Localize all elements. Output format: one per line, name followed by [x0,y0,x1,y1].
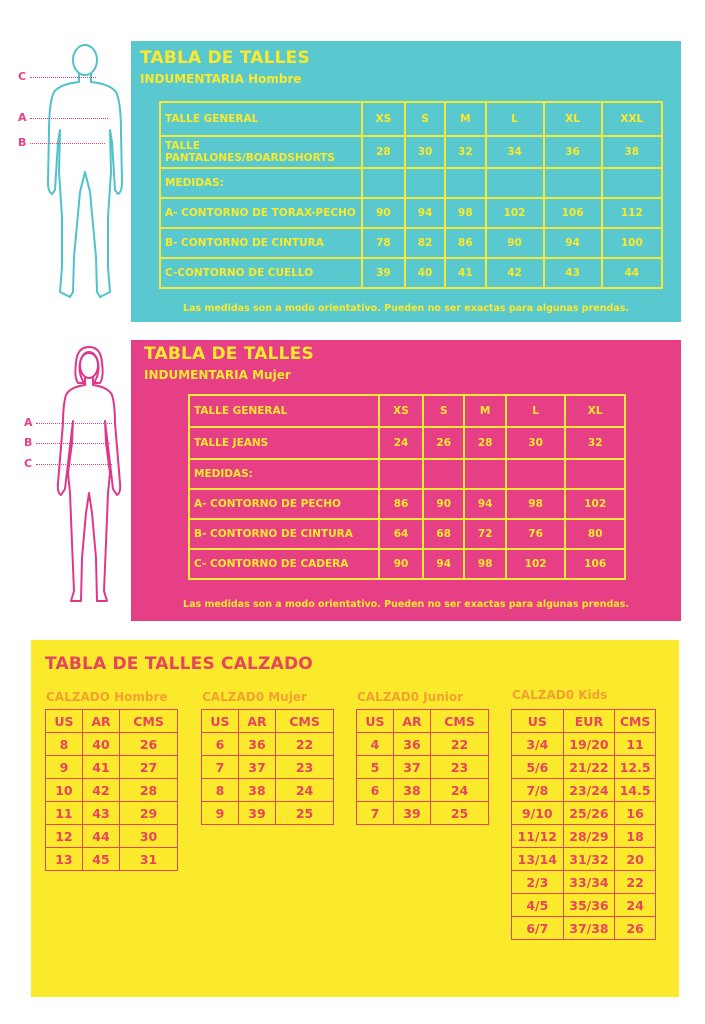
table-cell: 30 [120,825,178,848]
table-cell: US [202,710,239,733]
table-cell: 36 [544,136,602,168]
male-figure-icon [40,42,130,312]
table-cell: 82 [405,228,445,258]
table-cell: 90 [486,228,544,258]
shoe-kids-title: CALZAD0 Kids [512,688,608,702]
table-cell: CMS [615,710,656,733]
table-header-row [202,710,334,733]
table-cell: 40 [82,733,119,756]
table-cell: 18 [615,825,656,848]
row-label: MEDIDAS: [189,459,379,489]
table-cell [464,459,505,489]
table-cell: 106 [544,198,602,228]
table-cell: XL [565,395,625,427]
table-row [512,917,656,940]
table-cell: 90 [362,198,405,228]
table-row [202,802,334,825]
women-subtitle: INDUMENTARIA Mujer [144,368,291,382]
table-cell: 98 [445,198,485,228]
table-row [512,779,656,802]
table-cell: 12 [46,825,83,848]
row-label: C- CONTORNO DE CADERA [189,549,379,579]
row-label: B- CONTORNO DE CINTURA [160,228,362,258]
table-cell: 100 [602,228,662,258]
table-row [202,756,334,779]
table-cell: 31/32 [563,848,615,871]
table-cell: 102 [565,489,625,519]
table-header-row [189,395,625,427]
table-cell: 94 [423,549,464,579]
table-row [160,228,662,258]
table-cell: US [512,710,564,733]
shoe-junior-table [356,709,489,825]
table-header-row [512,710,656,733]
table-cell: 9/10 [512,802,564,825]
shoe-junior-title: CALZAD0 Junior [357,690,464,704]
men-subtitle: INDUMENTARIA Hombre [140,72,302,86]
table-cell: 31 [120,848,178,871]
table-cell: 4 [357,733,394,756]
table-cell: 13/14 [512,848,564,871]
table-cell: 22 [431,733,489,756]
table-cell [544,168,602,198]
table-row [202,733,334,756]
table-cell: 41 [445,258,485,288]
table-cell: 39 [393,802,430,825]
table-cell: 37/38 [563,917,615,940]
table-cell [565,459,625,489]
table-cell: 37 [393,756,430,779]
table-cell: 42 [486,258,544,288]
table-cell: 86 [445,228,485,258]
table-cell: 10 [46,779,83,802]
table-cell: US [357,710,394,733]
table-cell: 24 [431,779,489,802]
table-cell: AR [393,710,430,733]
women-marker-a: A [24,416,33,429]
table-cell: 98 [506,489,566,519]
table-cell: 4/5 [512,894,564,917]
row-label: TALLE GENERAL [160,102,362,136]
table-cell: 45 [82,848,119,871]
table-header-row [160,102,662,136]
table-cell: 7 [202,756,239,779]
table-cell: 24 [276,779,334,802]
table-cell: 3/4 [512,733,564,756]
table-row [160,136,662,168]
women-marker-c-line [36,464,112,465]
table-row [46,825,178,848]
table-cell: 68 [423,519,464,549]
row-label: B- CONTORNO DE CINTURA [189,519,379,549]
table-row [357,756,489,779]
table-cell: 112 [602,198,662,228]
table-cell: 11 [615,733,656,756]
table-cell [362,168,405,198]
table-cell: CMS [431,710,489,733]
table-row [512,894,656,917]
table-cell: 38 [602,136,662,168]
table-cell: 7 [357,802,394,825]
table-cell: 94 [544,228,602,258]
table-cell: 24 [615,894,656,917]
table-cell [423,459,464,489]
row-label: TALLE JEANS [189,427,379,459]
table-cell: 42 [82,779,119,802]
table-cell: 44 [602,258,662,288]
table-row [512,802,656,825]
table-cell: 2/3 [512,871,564,894]
table-cell: CMS [120,710,178,733]
table-cell: 24 [379,427,423,459]
table-cell: 28 [362,136,405,168]
table-cell: 9 [202,802,239,825]
table-cell: 36 [238,733,275,756]
men-marker-a-line [30,118,108,119]
table-row [46,802,178,825]
table-cell: L [506,395,566,427]
men-marker-c-line [30,77,96,78]
table-cell: 13 [46,848,83,871]
women-marker-a-line [36,423,112,424]
table-cell: 78 [362,228,405,258]
shoe-kids-table [511,709,656,940]
women-marker-b: B [24,436,33,449]
table-cell: XXL [602,102,662,136]
table-cell: 11/12 [512,825,564,848]
table-row [189,459,625,489]
table-cell: 16 [615,802,656,825]
table-cell: 9 [46,756,83,779]
table-cell: 8 [202,779,239,802]
table-row [512,848,656,871]
shoe-women-title: CALZAD0 Mujer [202,690,307,704]
table-cell: 14.5 [615,779,656,802]
row-label: TALLE PANTALONES/BOARDSHORTS [160,136,362,168]
table-cell: 23 [276,756,334,779]
female-figure-icon [44,343,134,611]
row-label: A- CONTORNO DE TORAX-PECHO [160,198,362,228]
table-row [357,733,489,756]
table-cell: 21/22 [563,756,615,779]
table-cell: 20 [615,848,656,871]
table-cell: 23/24 [563,779,615,802]
table-cell: 102 [486,198,544,228]
table-cell: AR [238,710,275,733]
table-cell: 41 [82,756,119,779]
table-cell: 30 [506,427,566,459]
row-label: A- CONTORNO DE PECHO [189,489,379,519]
table-row [189,489,625,519]
men-title: TABLA DE TALLES [140,48,310,68]
table-cell: 19/20 [563,733,615,756]
table-cell: 26 [120,733,178,756]
row-label: MEDIDAS: [160,168,362,198]
table-cell: 27 [120,756,178,779]
table-row [46,733,178,756]
table-cell: 38 [238,779,275,802]
shoe-women-table [201,709,334,825]
men-note: Las medidas son a modo orientativo. Pueden no ser exactas para algunas prendas. [183,303,629,314]
row-label: C-CONTORNO DE CUELLO [160,258,362,288]
table-cell: 28/29 [563,825,615,848]
table-cell: 32 [565,427,625,459]
table-row [512,756,656,779]
table-cell: S [405,102,445,136]
row-label: TALLE GENERAL [189,395,379,427]
table-cell [379,459,423,489]
table-cell: 90 [379,549,423,579]
table-row [512,733,656,756]
table-cell: 30 [405,136,445,168]
table-cell: 25 [276,802,334,825]
table-cell: 29 [120,802,178,825]
table-row [202,779,334,802]
table-cell: XS [362,102,405,136]
table-cell: 86 [379,489,423,519]
table-row [46,848,178,871]
table-row [160,258,662,288]
men-marker-b-line [30,143,105,144]
table-cell: 72 [464,519,505,549]
table-cell: 44 [82,825,119,848]
table-cell: 80 [565,519,625,549]
shoe-title: TABLA DE TALLES CALZADO [45,654,313,674]
table-cell: 33/34 [563,871,615,894]
men-marker-c: C [18,70,27,83]
men-size-table [159,101,663,289]
table-cell: M [464,395,505,427]
table-cell: 28 [464,427,505,459]
table-cell: 102 [506,549,566,579]
table-cell [602,168,662,198]
table-cell: 25/26 [563,802,615,825]
table-cell [445,168,485,198]
table-cell: 39 [362,258,405,288]
table-cell: 94 [405,198,445,228]
table-cell: XL [544,102,602,136]
table-cell: 76 [506,519,566,549]
table-cell [486,168,544,198]
table-row [189,549,625,579]
table-cell: 5/6 [512,756,564,779]
table-cell [405,168,445,198]
table-cell: 8 [46,733,83,756]
table-header-row [46,710,178,733]
table-cell: S [423,395,464,427]
table-cell: 32 [445,136,485,168]
table-cell: 22 [615,871,656,894]
men-marker-b: B [18,136,27,149]
table-cell: 38 [393,779,430,802]
table-cell: 64 [379,519,423,549]
men-marker-a: A [18,111,27,124]
table-cell: 12.5 [615,756,656,779]
table-cell: 40 [405,258,445,288]
table-cell [506,459,566,489]
table-cell: AR [82,710,119,733]
table-cell: 98 [464,549,505,579]
women-title: TABLA DE TALLES [144,344,314,364]
table-cell: 6 [357,779,394,802]
table-cell: 43 [544,258,602,288]
table-cell: 28 [120,779,178,802]
shoe-men-table [45,709,178,871]
women-size-table [188,394,626,580]
table-cell: 106 [565,549,625,579]
table-row [189,519,625,549]
table-cell: 26 [423,427,464,459]
table-cell: 36 [393,733,430,756]
table-cell: 7/8 [512,779,564,802]
table-cell: US [46,710,83,733]
table-row [46,756,178,779]
table-row [357,779,489,802]
table-row [189,427,625,459]
table-cell: 43 [82,802,119,825]
shoe-men-title: CALZADO Hombre [46,690,168,704]
table-cell: XS [379,395,423,427]
table-cell: 5 [357,756,394,779]
women-marker-b-line [36,443,110,444]
table-cell: 39 [238,802,275,825]
table-cell: 25 [431,802,489,825]
women-note: Las medidas son a modo orientativo. Pueden no ser exactas para algunas prendas. [183,599,629,610]
table-cell: 26 [615,917,656,940]
table-cell: 11 [46,802,83,825]
table-row [512,871,656,894]
table-cell: L [486,102,544,136]
table-cell: EUR [563,710,615,733]
table-cell: 35/36 [563,894,615,917]
table-cell: CMS [276,710,334,733]
table-cell: 90 [423,489,464,519]
table-cell: 6/7 [512,917,564,940]
table-cell: 34 [486,136,544,168]
table-row [512,825,656,848]
table-cell: 94 [464,489,505,519]
table-cell: 22 [276,733,334,756]
table-cell: 23 [431,756,489,779]
table-cell: M [445,102,485,136]
table-row [46,779,178,802]
table-row [357,802,489,825]
table-row [160,198,662,228]
women-marker-c: C [24,457,33,470]
table-row [160,168,662,198]
table-cell: 37 [238,756,275,779]
table-header-row [357,710,489,733]
table-cell: 6 [202,733,239,756]
